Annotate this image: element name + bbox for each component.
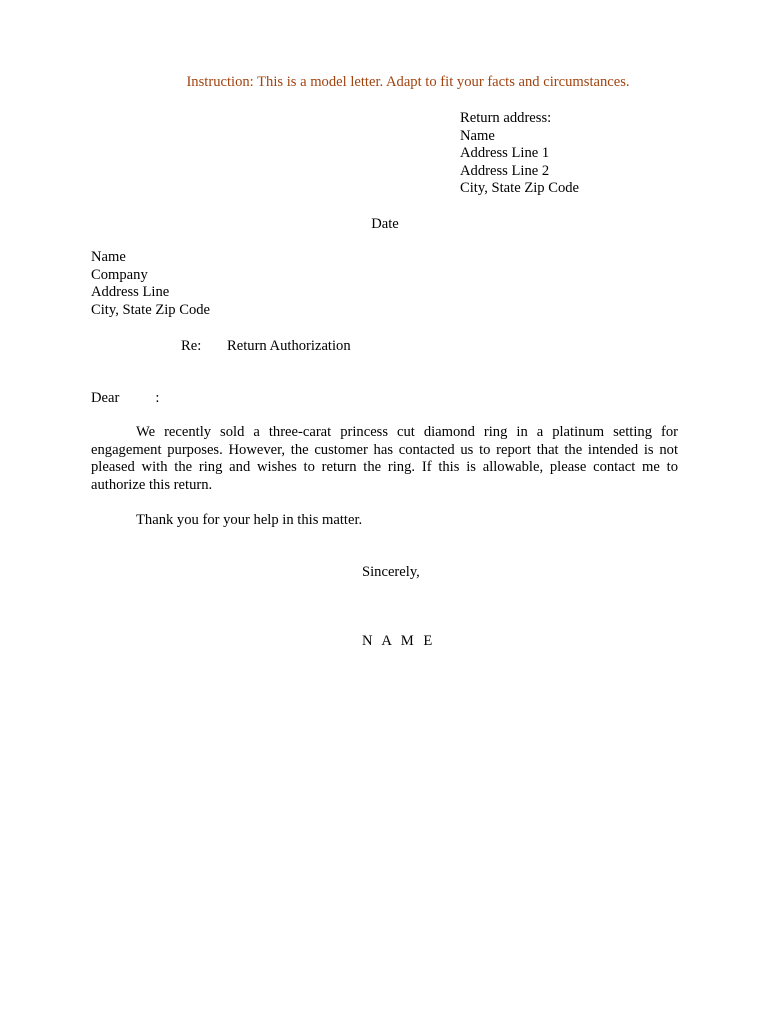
body-paragraph: We recently sold a three-carat princess cut diamond ring in a platinum setting for engagement purposes. However, the customer has contacted us to report that the intended is not pleased with the ring and wishes to return the ring. If this is allowable, please contact me to authorize this return.	[91, 424, 678, 493]
return-address-block	[460, 110, 579, 198]
closing: Sincerely,	[362, 564, 420, 580]
return-address-city-state-zip: City, State Zip Code	[460, 180, 580, 196]
reference-subject: Return Authorization	[227, 338, 351, 354]
letter-date: Date	[371, 216, 399, 232]
thanks-paragraph: Thank you for your help in this matter.	[136, 512, 363, 528]
salutation-greeting: Dear	[91, 390, 120, 406]
return-address-line-2: Address Line 2	[460, 162, 550, 179]
recipient-city-state-zip: City, State Zip Code	[91, 301, 211, 318]
return-address-name: Name	[460, 127, 495, 144]
return-address-line-1: Address Line 1	[460, 145, 550, 161]
salutation-colon: :	[155, 390, 160, 406]
recipient-company: Company	[91, 266, 148, 283]
signature-name: N A M E	[362, 633, 436, 649]
reference-line	[181, 337, 351, 355]
reference-label: Re:	[181, 338, 202, 354]
return-address-label: Return address:	[460, 110, 552, 126]
recipient-address-block	[91, 249, 210, 319]
salutation	[91, 389, 159, 407]
recipient-name: Name	[91, 249, 126, 265]
instruction-note: Instruction: This is a model letter. Adapt to fit your facts and circumstances.	[186, 74, 630, 90]
recipient-address-line: Address Line	[91, 284, 170, 300]
